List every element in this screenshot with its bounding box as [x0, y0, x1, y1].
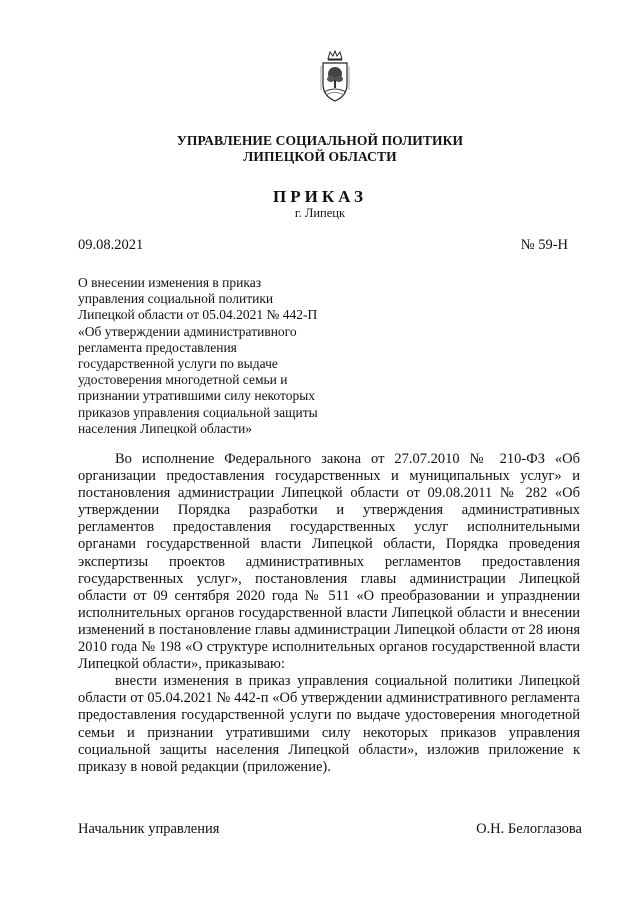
- subject-line: признании утратившими силу некоторых: [78, 388, 316, 404]
- document-date: 09.08.2021: [78, 237, 144, 253]
- body-paragraph-order: внести изменения в приказ управления социальной политики Липецкой области от 05.04.2021 № 442-п «Об утверждении административного регламента предоставления государственной услуги по выдаче удостоверения многодетной семьи и признании утратившими силу некоторых приказов управления социальной защиты населения Липецкой области», изложив приложение к приказу в новой редакции (приложение).: [78, 673, 580, 775]
- signer-position: Начальник управления: [78, 821, 220, 837]
- signer-name: О.Н. Белоглазова: [476, 821, 582, 837]
- document-title: ПРИКАЗ: [273, 187, 367, 206]
- subject-line: государственной услуги по выдаче: [78, 356, 278, 372]
- subject-line: О внесении изменения в приказ: [78, 275, 262, 290]
- subject-line: приказов управления социальной защиты: [78, 404, 318, 420]
- subject-line: населения Липецкой области»: [78, 420, 253, 436]
- subject-line: Липецкой области от 05.04.2021 № 442-П: [78, 307, 318, 323]
- subject-line: регламента предоставления: [78, 339, 237, 355]
- coat-of-arms-icon: [319, 50, 351, 104]
- body-paragraph-preamble: Во исполнение Федерального закона от 27.07.2010 № 210-ФЗ «Об организации предоставления государственных и муниципальных услуг» и постановления администрации Липецкой области от 09.08.2011 № 282 «Об утверждении Порядка разработки и утверждения административных регламентов предоставления государственных услуг исполнительными органами государственной власти Липецкой области, Порядка проведения экспертизы проектов административных регламентов предоставления государственных услуг», постановления главы администрации Липецкой области от 09 сентября 2020 года № 511 «О преобразовании и упразднении исполнительных органов государственной власти Липецкой области и внесении изменений в постановление главы администрации Липецкой области от 28 июня 2010 года № 198 «О структуре исполнительных органов государственной власти Липецкой области», приказываю:: [78, 451, 580, 673]
- organization-name-line2: ЛИПЕЦКОЙ ОБЛАСТИ: [243, 149, 397, 164]
- document-city: г. Липецк: [294, 206, 346, 220]
- document-subject: [78, 275, 358, 437]
- subject-line: управления социальной политики: [78, 291, 274, 307]
- subject-line: удостоверения многодетной семьи и: [78, 372, 288, 388]
- subject-line: «Об утверждении административного: [78, 323, 297, 339]
- organization-name-line1: УПРАВЛЕНИЕ СОЦИАЛЬНОЙ ПОЛИТИКИ: [176, 133, 464, 148]
- document-number: № 59-Н: [520, 237, 568, 253]
- document-body: [78, 451, 580, 776]
